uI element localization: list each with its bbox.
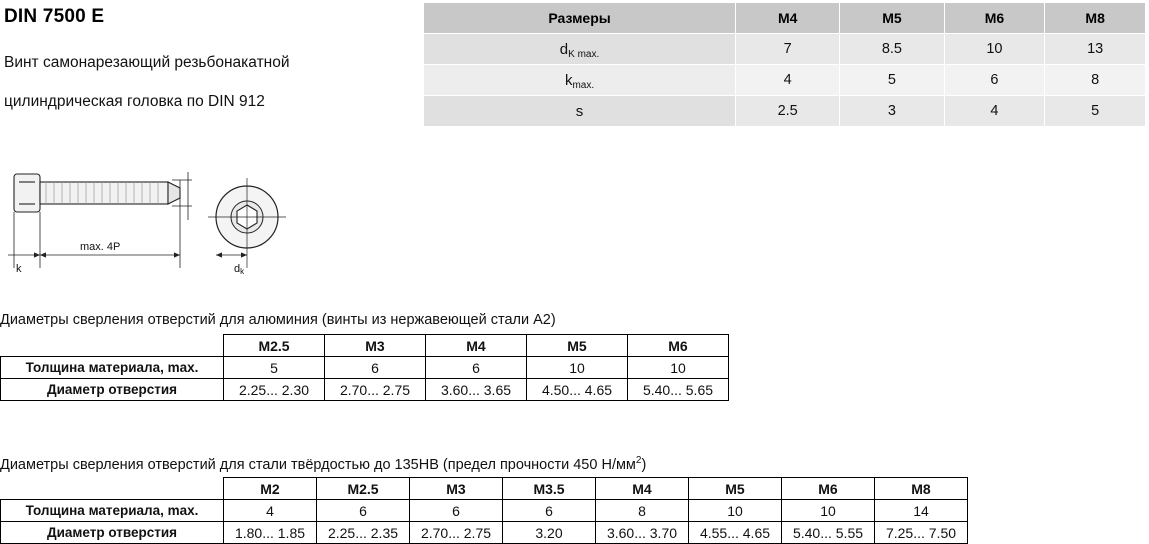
steel-hole-cell: 3.60... 3.70 bbox=[596, 522, 689, 544]
table-row bbox=[1, 379, 729, 401]
steel-thickness-cell: 10 bbox=[689, 500, 782, 522]
alu-thickness-cell: 10 bbox=[628, 357, 729, 379]
steel-header-6: M6 bbox=[782, 478, 875, 500]
screw-technical-drawing-icon bbox=[2, 160, 302, 285]
alu-thickness-cell: 5 bbox=[224, 357, 325, 379]
subtitle-line-2: цилиндрическая головка по DIN 912 bbox=[4, 93, 265, 110]
steel-hole-cell: 1.80... 1.85 bbox=[224, 522, 317, 544]
dim-row-label-dk bbox=[424, 34, 736, 65]
alu-hole-cell: 3.60... 3.65 bbox=[426, 379, 527, 401]
table-header-row bbox=[1, 478, 968, 500]
steel-header-2: M3 bbox=[410, 478, 503, 500]
steel-header-3: M3.5 bbox=[503, 478, 596, 500]
alu-header-2: M4 bbox=[426, 335, 527, 357]
steel-header-0: M2 bbox=[224, 478, 317, 500]
dim-cell: 7 bbox=[736, 34, 840, 65]
steel-thickness-cell: 14 bbox=[875, 500, 968, 522]
steel-table-caption bbox=[0, 455, 646, 473]
table-row bbox=[424, 34, 1146, 65]
steel-hole-cell: 2.70... 2.75 bbox=[410, 522, 503, 544]
table-row bbox=[1, 357, 729, 379]
alu-thickness-cell: 10 bbox=[527, 357, 628, 379]
dim-row-label-s bbox=[424, 96, 736, 127]
alu-hole-cell: 4.50... 4.65 bbox=[527, 379, 628, 401]
dim-header-3: M6 bbox=[944, 3, 1045, 34]
dim-cell: 4 bbox=[944, 96, 1045, 127]
steel-thickness-cell: 4 bbox=[224, 500, 317, 522]
dim-cell: 5 bbox=[840, 65, 944, 96]
steel-header-7: M8 bbox=[875, 478, 968, 500]
steel-header-1: M2.5 bbox=[317, 478, 410, 500]
steel-hole-cell: 2.25... 2.35 bbox=[317, 522, 410, 544]
steel-hole-cell: 7.25... 7.50 bbox=[875, 522, 968, 544]
alu-thickness-cell: 6 bbox=[426, 357, 527, 379]
table-row bbox=[1, 522, 968, 544]
dim-header-0: Размеры bbox=[424, 3, 736, 34]
steel-hole-cell: 4.55... 4.65 bbox=[689, 522, 782, 544]
steel-hole-cell: 3.20 bbox=[503, 522, 596, 544]
dim-row-label-k bbox=[424, 65, 736, 96]
dim-cell: 13 bbox=[1045, 34, 1146, 65]
steel-header-5: M5 bbox=[689, 478, 782, 500]
table-header-row bbox=[424, 3, 1146, 34]
steel-thickness-cell: 6 bbox=[317, 500, 410, 522]
corner-cell bbox=[1, 335, 224, 357]
alu-header-0: M2.5 bbox=[224, 335, 325, 357]
steel-row-label-hole: Диаметр отверстия bbox=[1, 522, 224, 544]
steel-thickness-cell: 10 bbox=[782, 500, 875, 522]
steel-thickness-cell: 6 bbox=[503, 500, 596, 522]
dim-label-text: k bbox=[564, 71, 573, 89]
steel-thickness-cell: 8 bbox=[596, 500, 689, 522]
table-row bbox=[424, 96, 1146, 127]
alu-row-label-hole: Диаметр отверстия bbox=[1, 379, 224, 401]
drawing-label-dk: dk bbox=[234, 263, 245, 276]
steel-row-label-thickness: Толщина материала, max. bbox=[1, 500, 224, 522]
dim-label-text: s bbox=[575, 102, 584, 120]
dim-cell: 10 bbox=[944, 34, 1045, 65]
alu-header-1: M3 bbox=[325, 335, 426, 357]
header-block bbox=[4, 0, 424, 111]
dim-label-sub: max. bbox=[572, 79, 595, 91]
dim-header-4: M8 bbox=[1045, 3, 1146, 34]
table-header-row bbox=[1, 335, 729, 357]
page-title: DIN 7500 E bbox=[4, 6, 105, 27]
table-row bbox=[424, 65, 1146, 96]
steel-hole-cell: 5.40... 5.55 bbox=[782, 522, 875, 544]
steel-caption-superscript: 2 bbox=[635, 455, 642, 466]
subtitle-line-1: Винт самонарезающий резьбонакатной bbox=[4, 54, 290, 71]
steel-thickness-cell: 6 bbox=[410, 500, 503, 522]
dim-label-sub: K max. bbox=[568, 48, 600, 60]
dim-cell: 8 bbox=[1045, 65, 1146, 96]
table-row bbox=[1, 500, 968, 522]
drawing-label-max4p: max. 4P bbox=[80, 241, 121, 253]
dim-cell: 2.5 bbox=[736, 96, 840, 127]
dim-cell: 4 bbox=[736, 65, 840, 96]
steel-header-4: M4 bbox=[596, 478, 689, 500]
steel-caption-after: ) bbox=[641, 456, 647, 473]
dim-cell: 8.5 bbox=[840, 34, 944, 65]
alu-hole-cell: 5.40... 5.65 bbox=[628, 379, 729, 401]
dim-cell: 6 bbox=[944, 65, 1045, 96]
steel-drill-table bbox=[0, 477, 968, 544]
dim-cell: 3 bbox=[840, 96, 944, 127]
alu-header-3: M5 bbox=[527, 335, 628, 357]
alu-hole-cell: 2.25... 2.30 bbox=[224, 379, 325, 401]
drawing-label-k: k bbox=[16, 263, 22, 275]
dim-header-2: M5 bbox=[840, 3, 944, 34]
dimension-table bbox=[423, 2, 1146, 127]
alu-hole-cell: 2.70... 2.75 bbox=[325, 379, 426, 401]
aluminium-table-caption: Диаметры сверления отверстий для алюминия (винты из нержавеющей стали А2) bbox=[0, 312, 556, 328]
alu-row-label-thickness: Толщина материала, max. bbox=[1, 357, 224, 379]
aluminium-drill-table bbox=[0, 334, 729, 401]
dim-label-text: d bbox=[559, 40, 569, 58]
dim-header-1: M4 bbox=[736, 3, 840, 34]
alu-header-4: M6 bbox=[628, 335, 729, 357]
alu-thickness-cell: 6 bbox=[325, 357, 426, 379]
steel-caption-before: Диаметры сверления отверстий для стали твёрдостью до 135HB (предел прочности 450 Н/мм bbox=[0, 456, 636, 473]
corner-cell bbox=[1, 478, 224, 500]
dim-cell: 5 bbox=[1045, 96, 1146, 127]
